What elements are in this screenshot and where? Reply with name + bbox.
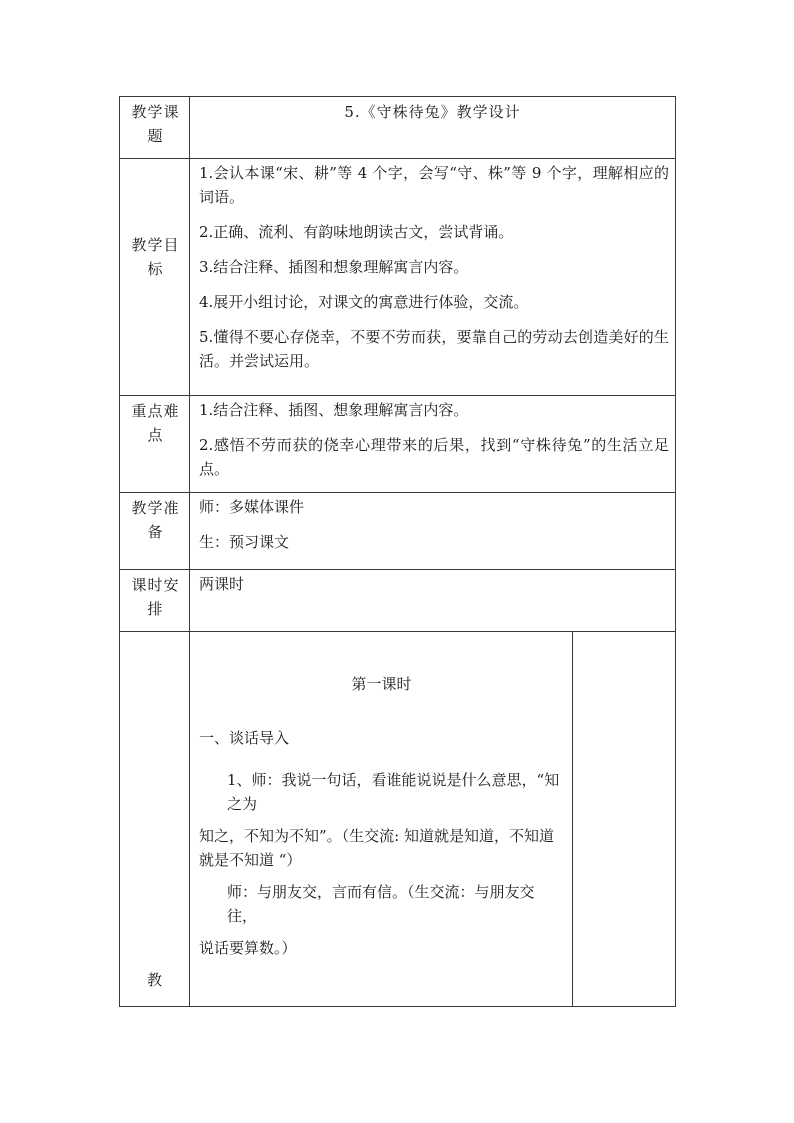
prep-cell bbox=[190, 493, 676, 570]
process-paragraph: 知之，不知为不知”。（生交流: 知道就是知道，不知道就是不知道 “） bbox=[199, 827, 554, 869]
key-points-label: 重点难点 bbox=[131, 402, 180, 444]
key-points-cell bbox=[190, 396, 676, 493]
hours-value: 两课时 bbox=[199, 575, 245, 593]
prep-item: 师：多媒体课件 bbox=[199, 498, 305, 516]
label-cell-goals bbox=[120, 159, 190, 396]
process-paragraph: 说话要算数。） bbox=[199, 939, 297, 957]
process-paragraph: 1、师：我说一句话，看谁能说说是什么意思，“知之为 bbox=[227, 771, 560, 813]
prep-label: 教学准备 bbox=[131, 499, 180, 541]
row-hours bbox=[120, 570, 676, 632]
row-topic bbox=[120, 97, 676, 159]
label-cell-topic bbox=[120, 97, 190, 159]
goal-item: 4.展开小组讨论，对课文的寓意进行体验，交流。 bbox=[199, 293, 529, 311]
process-paragraph: 师：与朋友交，言而有信。（生交流：与朋友交往， bbox=[227, 883, 535, 925]
label-cell-prep bbox=[120, 493, 190, 570]
goal-item: 1.会认本课“宋、耕”等 4 个字，会写“守、株”等 9 个字，理解相应的词语。 bbox=[199, 164, 670, 206]
notes-cell bbox=[573, 632, 676, 1007]
goal-item: 2.正确、流利、有韵味地朗读古文，尝试背诵。 bbox=[199, 223, 514, 241]
process-label: 教 bbox=[146, 971, 162, 989]
row-key-points bbox=[120, 396, 676, 493]
goals-cell bbox=[190, 159, 676, 396]
hours-label: 课时安排 bbox=[131, 576, 180, 618]
section-heading: 一、谈话导入 bbox=[199, 729, 290, 747]
topic-cell bbox=[190, 97, 676, 159]
goal-item: 5.懂得不要心存侥幸，不要不劳而获，要靠自己的劳动去创造美好的生活。并尝试运用。 bbox=[199, 328, 670, 370]
label-cell-process bbox=[120, 632, 190, 1007]
goal-item: 3.结合注释、插图和想象理解寓言内容。 bbox=[199, 258, 469, 276]
label-cell-key-points bbox=[120, 396, 190, 493]
topic-label: 教学课题 bbox=[131, 103, 180, 145]
key-point-item: 1.结合注释、插图、想象理解寓言内容。 bbox=[199, 401, 469, 419]
hours-cell bbox=[190, 570, 676, 632]
key-point-item: 2.感悟不劳而获的侥幸心理带来的后果，找到“守株待兔”的生活立足点。 bbox=[199, 436, 670, 478]
lesson-period-heading: 第一课时 bbox=[351, 675, 412, 693]
prep-item: 生：预习课文 bbox=[199, 533, 290, 551]
process-cell bbox=[190, 632, 573, 1007]
lesson-title: 5.《守株待兔》教学设计 bbox=[344, 103, 521, 121]
label-cell-hours bbox=[120, 570, 190, 632]
lesson-plan-table bbox=[119, 96, 676, 1007]
goals-label: 教学目标 bbox=[131, 236, 180, 278]
row-process bbox=[120, 632, 676, 1007]
row-prep bbox=[120, 493, 676, 570]
row-goals bbox=[120, 159, 676, 396]
